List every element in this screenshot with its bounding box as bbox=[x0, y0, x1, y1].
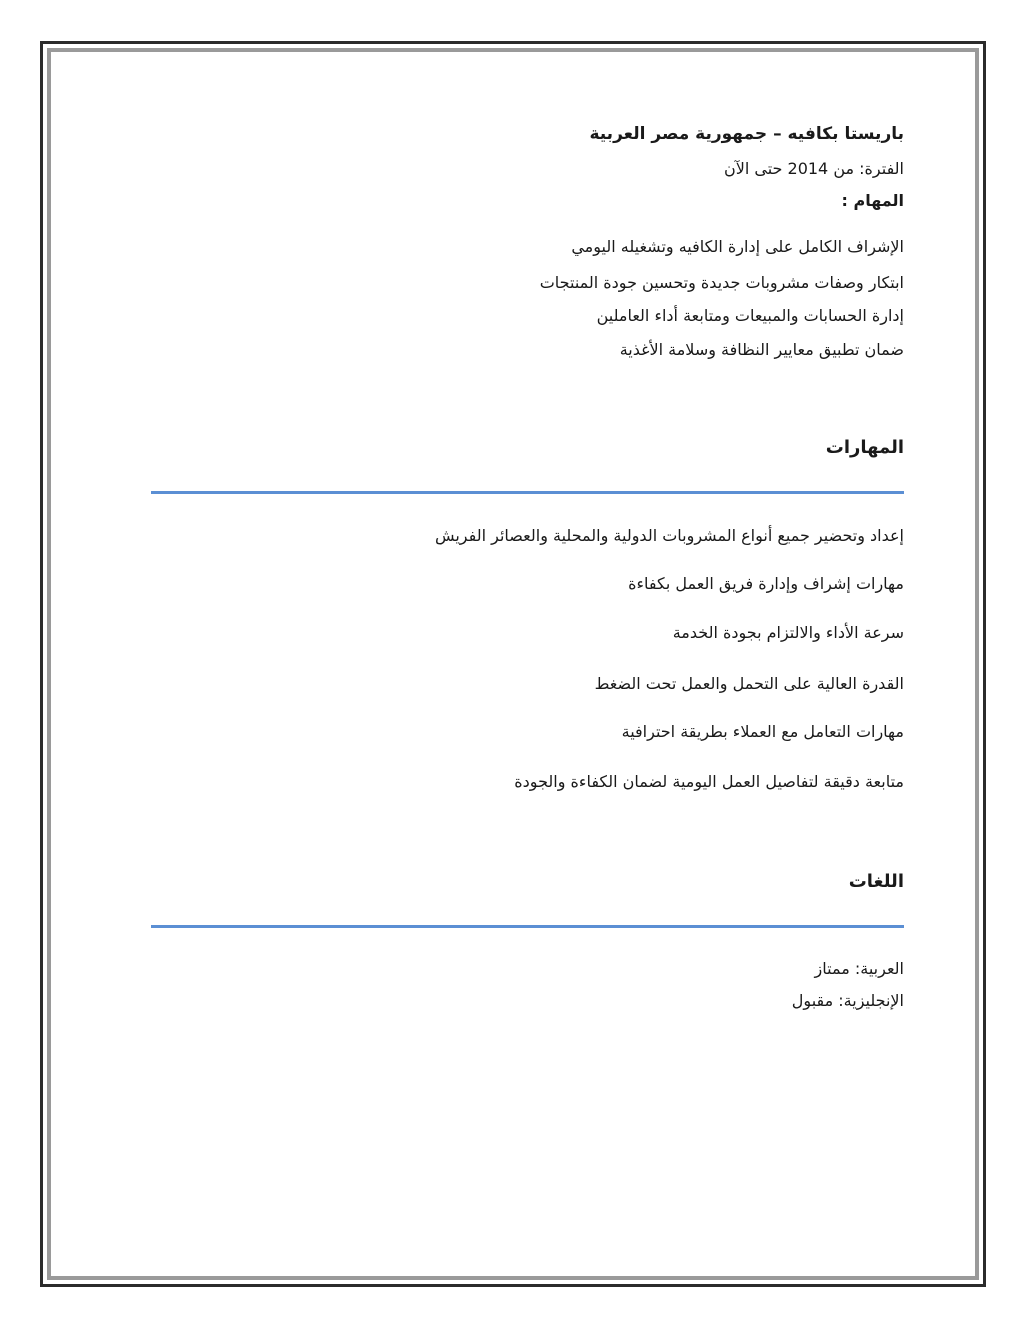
job-period: الفترة: من 2014 حتى الآن bbox=[723, 159, 904, 178]
skill-item: إعداد وتحضير جميع أنواع المشروبات الدولية والمحلية والعصائر الفريش bbox=[434, 526, 904, 545]
task-item: إدارة الحسابات والمبيعات ومتابعة أداء العاملين bbox=[596, 306, 904, 325]
tasks-label: المهام : bbox=[841, 191, 904, 210]
page-border-inner bbox=[47, 48, 979, 1280]
skill-item: مهارات إشراف وإدارة فريق العمل بكفاءة bbox=[628, 574, 904, 593]
language-item: الإنجليزية: مقبول bbox=[791, 991, 904, 1010]
job-title: باريستا بكافيه – جمهورية مصر العربية bbox=[589, 124, 904, 144]
languages-heading: اللغات bbox=[848, 871, 904, 892]
task-item: ابتكار وصفات مشروبات جديدة وتحسين جودة المنتجات bbox=[539, 273, 904, 292]
task-item: الإشراف الكامل على إدارة الكافيه وتشغيله اليومي bbox=[571, 237, 904, 256]
skill-item: مهارات التعامل مع العملاء بطريقة احترافية bbox=[621, 722, 904, 741]
language-item: العربية: ممتاز bbox=[814, 959, 904, 978]
skill-item: متابعة دقيقة لتفاصيل العمل اليومية لضمان الكفاءة والجودة bbox=[514, 772, 904, 791]
skill-item: سرعة الأداء والالتزام بجودة الخدمة bbox=[672, 623, 904, 642]
task-item: ضمان تطبيق معايير النظافة وسلامة الأغذية bbox=[619, 340, 904, 359]
skills-divider bbox=[151, 491, 904, 494]
languages-divider bbox=[151, 925, 904, 928]
page-border-outer bbox=[40, 41, 986, 1287]
skills-heading: المهارات bbox=[825, 437, 904, 458]
skill-item: القدرة العالية على التحمل والعمل تحت الضغط bbox=[594, 674, 904, 693]
